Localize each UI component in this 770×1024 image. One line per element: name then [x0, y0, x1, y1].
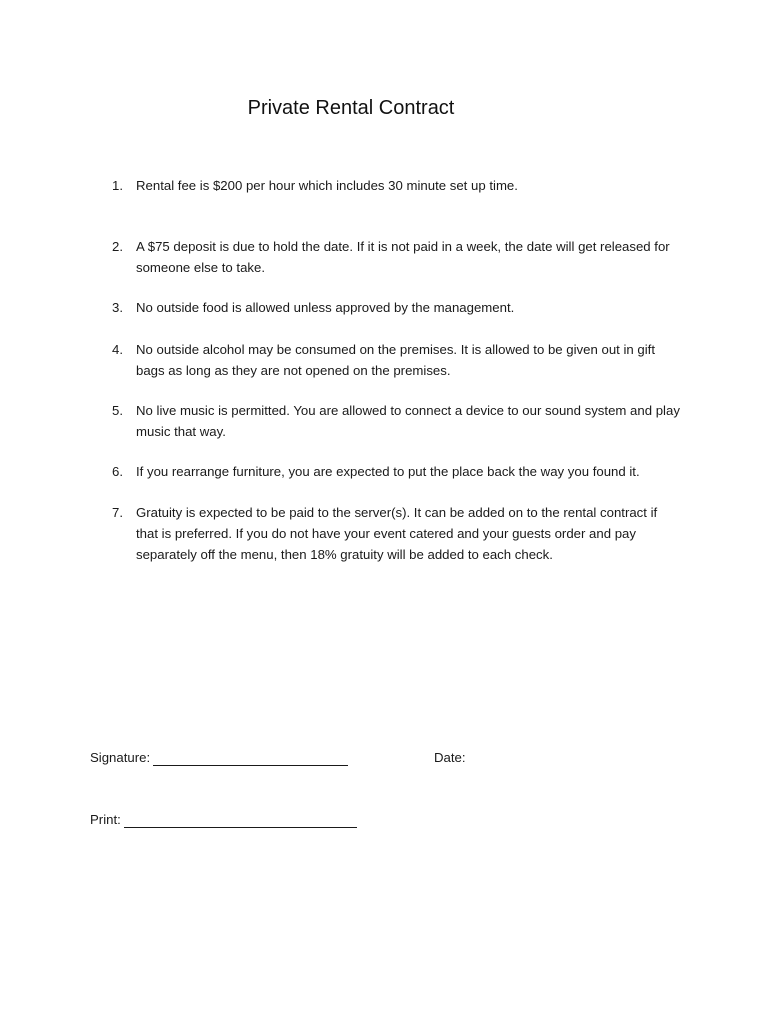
term-text: No live music is permitted. You are allowed to connect a device to our sound system and play music that way.	[136, 403, 680, 439]
term-text: No outside alcohol may be consumed on the premises. It is allowed to be given out in gift bags as long as they are not opened on the premises.	[136, 342, 656, 378]
contract-term-5	[112, 400, 682, 442]
term-number: 2.	[112, 239, 123, 254]
page-title: Private Rental Contract	[247, 97, 455, 119]
date-label: Date:	[434, 750, 466, 765]
contract-term-3	[112, 297, 682, 318]
term-number: 6.	[112, 464, 123, 479]
term-text: Gratuity is expected to be paid to the server(s). It can be added on to the rental contract if that is preferred. If you do not have your event catered and your guests order and pay separately off the menu, then 18% gratuity will be added to each check.	[136, 505, 658, 562]
signature-line[interactable]	[153, 765, 348, 766]
term-number: 1.	[112, 178, 123, 193]
term-number: 7.	[112, 505, 123, 520]
signature-label: Signature:	[90, 750, 151, 765]
contract-term-6	[112, 461, 682, 482]
term-text: A $75 deposit is due to hold the date. If it is not paid in a week, the date will get released for someone else to take.	[136, 239, 670, 275]
contract-term-2	[112, 236, 682, 278]
term-text: Rental fee is $200 per hour which includes 30 minute set up time.	[136, 178, 518, 193]
term-number: 5.	[112, 403, 123, 418]
contract-term-4	[112, 339, 682, 381]
print-label: Print:	[90, 812, 121, 827]
term-number: 4.	[112, 342, 123, 357]
print-name-line[interactable]	[124, 827, 357, 828]
contract-term-1	[112, 175, 682, 196]
term-text: If you rearrange furniture, you are expected to put the place back the way you found it.	[136, 464, 640, 479]
term-text: No outside food is allowed unless approved by the management.	[136, 300, 515, 315]
term-number: 3.	[112, 300, 123, 315]
contract-term-7	[112, 502, 682, 565]
